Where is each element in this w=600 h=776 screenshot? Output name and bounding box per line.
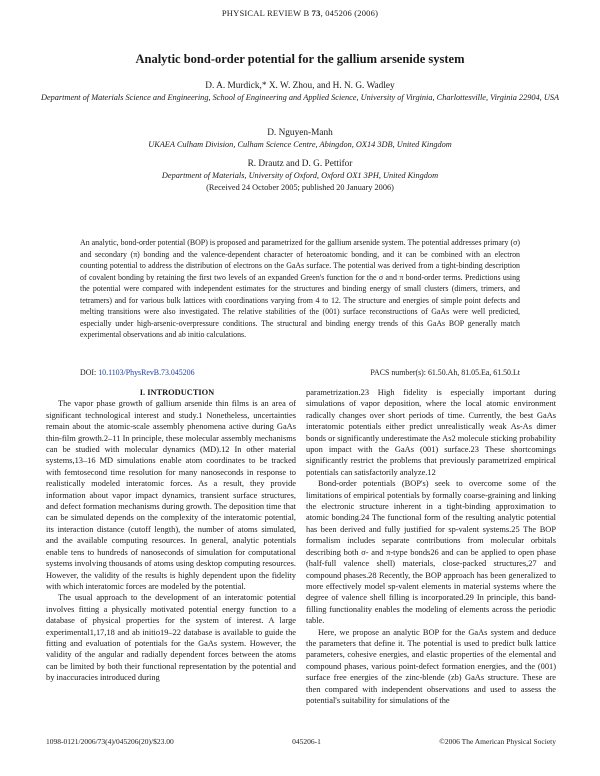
affiliation-3: Department of Materials, University of Oxford, Oxford OX1 3PH, United Kingdom (161, 171, 439, 180)
footer-left: 1098-0121/2006/73(4)/045206(20)/$23.00 (46, 737, 174, 746)
author-group-2 (40, 127, 560, 151)
journal-issue: , 045206 (2006) (320, 8, 379, 18)
paper-title: Analytic bond-order potential for the gallium arsenide system (135, 52, 465, 66)
abstract: An analytic, bond-order potential (BOP) is proposed and parametrized for the gallium arsenide system. The potential addresses primary (σ) and secondary (π) bonding and the valence-dependent character of heteroatomic bonding, and it can be combined with an electron counting potential to address the distribution of electrons on the GaAs surface. The potential was derived from a tight-binding description of covalent bonding by retaining the first two levels of an expanded Green's function for the σ and π bond-order terms. Predictions using the potential were compared with independent estimates for the structures and binding energy of small clusters (dimers, trimers, and tetramers) and for various bulk lattices with coordinations varying from 4 to 12. The structure and energies of simple point defects and melting transitions were also investigated. The relative stabilities of the (001) surface reconstructions of GaAs were well predicted, especially under high-arsenic-overpressure conditions. The structural and binding energy trends of this GaAs BOP generally match experimental observations and ab initio calculations. (80, 238, 520, 339)
copyright: ©2006 The American Physical Society (439, 737, 556, 746)
paragraph: The vapor phase growth of gallium arsenide thin films is an area of significant technological interest and study.1 Nonetheless, uncertainties remain about the atomic-scale assembly phenomena active during GaAs thin-film growth.2–11 In principle, these molecular assembly mechanisms can be studied with molecular dynamics (MD).12 In other material systems,13–16 MD simulations enable atom coordinates to be tracked with femtosecond time resolution for many nanoseconds in response to realistically modeled interatomic forces. As a result, they provide information about vapor impact dynamics, transient surface structures, and defect formation mechanisms during growth. The deposition time that can be simulated depends on the complexity of the interatomic potential, its interaction distance (cutoff length), the number of atoms simulated, and the available computing resources. In general, analytic potentials enable tens to hundreds of nanoseconds of simulation for computational systems involving thousands of atoms using desktop computing resources. However, the validity of the results is highly dependent upon the fidelity with which interatomic forces are modeled by the potential. (46, 399, 296, 591)
affiliation-1: Department of Materials Science and Engineering, School of Engineering and Applied Science, University of Virginia, Charlottesville, Virginia 22904, USA (40, 93, 560, 102)
paragraph: Here, we propose an analytic BOP for the GaAs system and deduce the parameters that define it. The potential is used to predict bulk lattice parameters, cohesive energies, and elastic properties of the elemental and compound phases, various point-defect formation energies, and the (001) surface free energies of the zinc-blende (zb) GaAs structure. These are then compared with independent observations and used to assess the potential's suitability for simulations of the (306, 627, 556, 705)
page-footer (46, 737, 556, 746)
right-column (306, 387, 556, 706)
authors-3: R. Drautz and D. G. Pettifor (247, 159, 353, 169)
section-heading: I. INTRODUCTION (139, 388, 215, 397)
received-dates: (Received 24 October 2005; published 20 January 2006) (206, 183, 394, 192)
journal-header (0, 8, 600, 18)
authors-2: D. Nguyen-Manh (267, 128, 333, 138)
doi-link[interactable]: 10.1103/PhysRevB.73.045206 (98, 368, 195, 377)
pacs-numbers: PACS number(s): 61.50.Ah, 81.05.Ea, 61.50.Lt (370, 368, 520, 377)
affiliation-2: UKAEA Culham Division, Culham Science Centre, Abingdon, OX14 3DB, United Kingdom (148, 140, 452, 149)
author-group-1 (40, 80, 560, 104)
paragraph: Bond-order potentials (BOP's) seek to overcome some of the limitations of empirical potentials by formally coarse-graining and linking the electronic structure inherent in a tight-binding approximation to atomic bonding.24 The functional form of the resulting analytic potential has been derived and fully justified for sp-valent systems.25 The BOP formalism includes separate contributions from molecular orbitals describing both σ- and π-type bonds26 and can be applied to open phase (half-full valence shell) materials, close-packed structures,27 and compound phases.28 Recently, the BOP approach has been generalized to more effectively model sp-valent elements in material systems where the degree of valence shell filling is incorporated.29 In principle, this band-filling functionality enables the modeling of elements across the periodic table. (306, 479, 556, 626)
doi-pacs-line (80, 368, 520, 377)
doi (80, 368, 195, 377)
paragraph: parametrization.23 High fidelity is especially important during simulations of vapor deposition, where the local atomic environment radically changes over short periods of time. Currently, the best GaAs interatomic potentials either predict unrealistically weak As-As dimer bonds or significantly underestimate the As2 molecule sticking probability upon impact with the GaAs (001) surface.23 These shortcomings significantly restrict the problems that previously parametrized empirical potentials can satisfactorily analyze.12 (306, 388, 556, 477)
journal-volume: 73 (311, 8, 321, 18)
journal-name: PHYSICAL REVIEW B (221, 8, 310, 18)
author-group-3 (40, 158, 560, 194)
authors-1: D. A. Murdick,* X. W. Zhou, and H. N. G. Wadley (205, 81, 395, 91)
paragraph: The usual approach to the development of an interatomic potential involves fitting a physically motivated potential energy function to a database of physical properties for the system of interest. A large experimental1,17,18 and ab initio19–22 database is available to guide the fitting and evaluation of potentials for the GaAs system. However, the validity of the angular and radially dependent forces between the atoms can be limited by both their functional representation by the potential and by inaccuracies introduced during (46, 593, 296, 683)
left-column (46, 387, 296, 684)
page-number: 045206-1 (292, 737, 321, 746)
doi-label: DOI: (80, 368, 99, 377)
